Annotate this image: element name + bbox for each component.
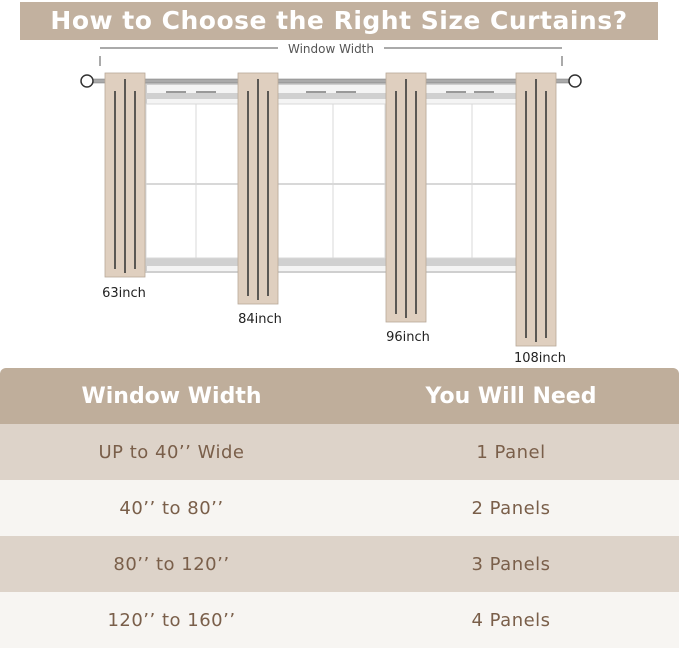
row-width: 40’’ to 80’’ xyxy=(119,497,224,519)
table-header xyxy=(0,368,679,424)
row-need: 2 Panels xyxy=(471,497,551,519)
table-row xyxy=(0,536,679,592)
panel-count-table xyxy=(0,368,679,648)
panel-length-label: 96inch xyxy=(386,330,430,345)
header-window-width: Window Width xyxy=(81,383,262,409)
row-need: 4 Panels xyxy=(471,609,551,631)
curtain-panel-2 xyxy=(238,73,282,327)
row-width: UP to 40’’ Wide xyxy=(98,441,245,463)
table-row xyxy=(0,480,679,536)
page-title: How to Choose the Right Size Curtains? xyxy=(20,2,658,40)
panel-length-label: 63inch xyxy=(102,286,146,301)
curtain-panel-4 xyxy=(514,73,566,366)
table-row xyxy=(0,424,679,480)
row-need: 1 Panel xyxy=(476,441,546,463)
row-width: 80’’ to 120’’ xyxy=(113,553,230,575)
panel-length-label: 108inch xyxy=(513,351,567,366)
row-need: 3 Panels xyxy=(471,553,551,575)
window-width-dimension xyxy=(100,40,562,66)
window-frame xyxy=(146,84,518,272)
rod-finial-left xyxy=(81,75,93,87)
table-row xyxy=(0,592,679,648)
curtain-size-diagram xyxy=(0,40,679,368)
panel-length-label: 84inch xyxy=(238,312,282,327)
header-you-will-need: You Will Need xyxy=(425,383,597,409)
curtain-panel-3 xyxy=(386,73,430,345)
curtain-panel-1 xyxy=(102,73,146,301)
rod-finial-right xyxy=(569,75,581,87)
window-width-label: Window Width xyxy=(288,42,374,56)
row-width: 120’’ to 160’’ xyxy=(107,609,236,631)
